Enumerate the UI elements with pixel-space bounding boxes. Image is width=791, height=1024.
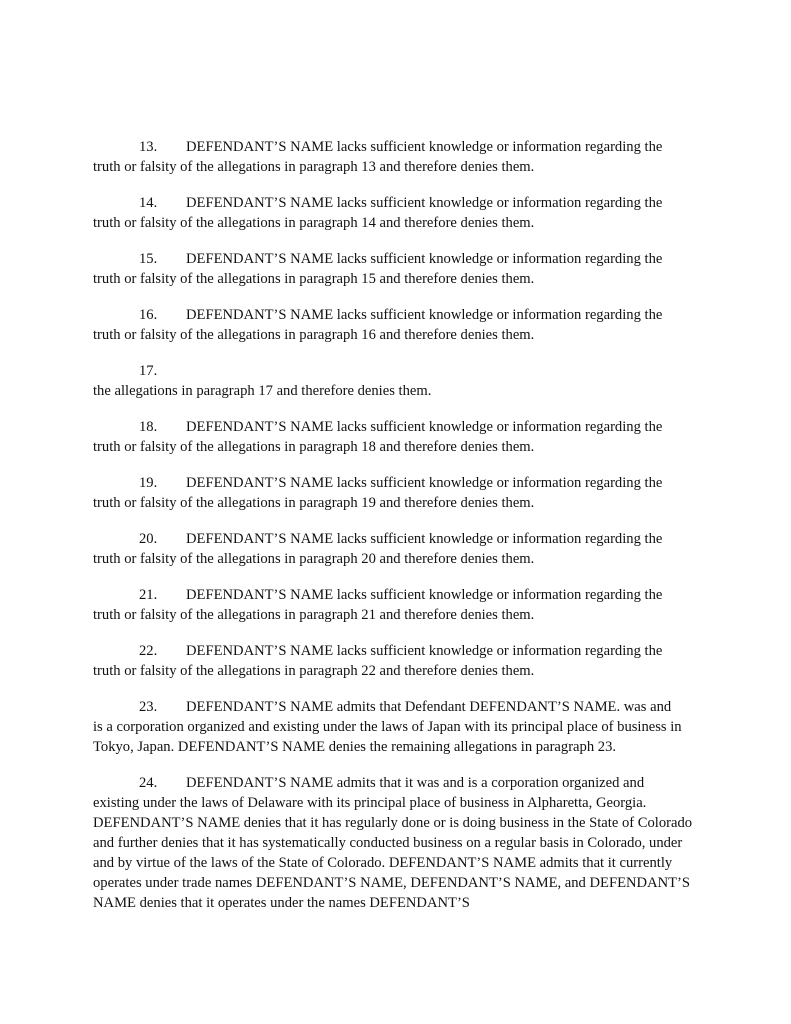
paragraph-first-line: DEFENDANT’S NAME lacks sufficient knowledge or information regarding the xyxy=(186,475,663,491)
paragraph-number: 13. xyxy=(139,139,158,155)
paragraph-continuation: is a corporation organized and existing under the laws of Japan with its principal place of business in Tokyo, Japan. DEFENDANT’S NAME denies the remaining allegations in paragraph 23. xyxy=(93,719,682,755)
paragraph-20 xyxy=(93,529,705,569)
paragraph-17 xyxy=(93,361,705,401)
paragraph-number: 20. xyxy=(139,531,158,547)
paragraph-first-line: DEFENDANT’S NAME lacks sufficient knowledge or information regarding the xyxy=(186,643,663,659)
paragraph-number: 15. xyxy=(139,251,158,267)
paragraph-number: 18. xyxy=(139,419,158,435)
document-body xyxy=(93,137,705,929)
paragraph-23 xyxy=(93,697,705,757)
paragraph-continuation: truth or falsity of the allegations in paragraph 14 and therefore denies them. xyxy=(93,215,535,231)
paragraph-continuation: truth or falsity of the allegations in paragraph 19 and therefore denies them. xyxy=(93,495,535,511)
paragraph-number: 22. xyxy=(139,643,158,659)
paragraph-15 xyxy=(93,249,705,289)
paragraph-19 xyxy=(93,473,705,513)
paragraph-number: 24. xyxy=(139,775,158,791)
paragraph-continuation: truth or falsity of the allegations in paragraph 22 and therefore denies them. xyxy=(93,663,535,679)
paragraph-13 xyxy=(93,137,705,177)
paragraph-first-line: DEFENDANT’S NAME admits that Defendant DEFENDANT’S NAME. was and xyxy=(186,699,672,715)
paragraph-22 xyxy=(93,641,705,681)
paragraph-first-line: DEFENDANT’S NAME lacks sufficient knowledge or information regarding the xyxy=(186,419,663,435)
paragraph-16 xyxy=(93,305,705,345)
paragraph-continuation: truth or falsity of the allegations in paragraph 16 and therefore denies them. xyxy=(93,327,535,343)
paragraph-number: 16. xyxy=(139,307,158,323)
paragraph-continuation: truth or falsity of the allegations in paragraph 13 and therefore denies them. xyxy=(93,159,535,175)
paragraph-first-line: DEFENDANT’S NAME lacks sufficient knowledge or information regarding the xyxy=(186,195,663,211)
paragraph-continuation: existing under the laws of Delaware with its principal place of business in Alpharetta, Georgia. DEFENDANT’S NAME denies that it has regularly done or is doing business in the State of Colorado and further denies that it has systematically conducted business on a regular basis in Colorado, under and by virtue of the laws of the State of Colorado. DEFENDANT’S NAME admits that it currently operates under trade names DEFENDANT’S NAME, DEFENDANT’S NAME, and DEFENDANT’S NAME denies that it operates under the names DEFENDANT’S xyxy=(93,795,693,911)
paragraph-number: 14. xyxy=(139,195,158,211)
paragraph-number: 21. xyxy=(139,587,158,603)
paragraph-first-line: DEFENDANT’S NAME lacks sufficient knowledge or information regarding the xyxy=(186,307,663,323)
paragraph-first-line: DEFENDANT’S NAME lacks sufficient knowledge or information regarding the xyxy=(186,587,663,603)
paragraph-number: 19. xyxy=(139,475,158,491)
paragraph-first-line: DEFENDANT’S NAME lacks sufficient knowledge or information regarding the xyxy=(186,139,663,155)
paragraph-first-line: DEFENDANT’S NAME lacks sufficient knowledge or information regarding the xyxy=(186,531,663,547)
paragraph-continuation: truth or falsity of the allegations in paragraph 18 and therefore denies them. xyxy=(93,439,535,455)
paragraph-18 xyxy=(93,417,705,457)
paragraph-number: 17. xyxy=(139,363,158,379)
paragraph-number: 23. xyxy=(139,699,158,715)
paragraph-14 xyxy=(93,193,705,233)
paragraph-continuation: truth or falsity of the allegations in paragraph 20 and therefore denies them. xyxy=(93,551,535,567)
paragraph-continuation: the allegations in paragraph 17 and therefore denies them. xyxy=(93,383,432,399)
paragraph-continuation: truth or falsity of the allegations in paragraph 15 and therefore denies them. xyxy=(93,271,535,287)
paragraph-continuation: truth or falsity of the allegations in paragraph 21 and therefore denies them. xyxy=(93,607,535,623)
paragraph-first-line: DEFENDANT’S NAME admits that it was and is a corporation organized and xyxy=(186,775,645,791)
paragraph-21 xyxy=(93,585,705,625)
paragraph-24 xyxy=(93,773,705,913)
paragraph-first-line: DEFENDANT’S NAME lacks sufficient knowledge or information regarding the xyxy=(186,251,663,267)
